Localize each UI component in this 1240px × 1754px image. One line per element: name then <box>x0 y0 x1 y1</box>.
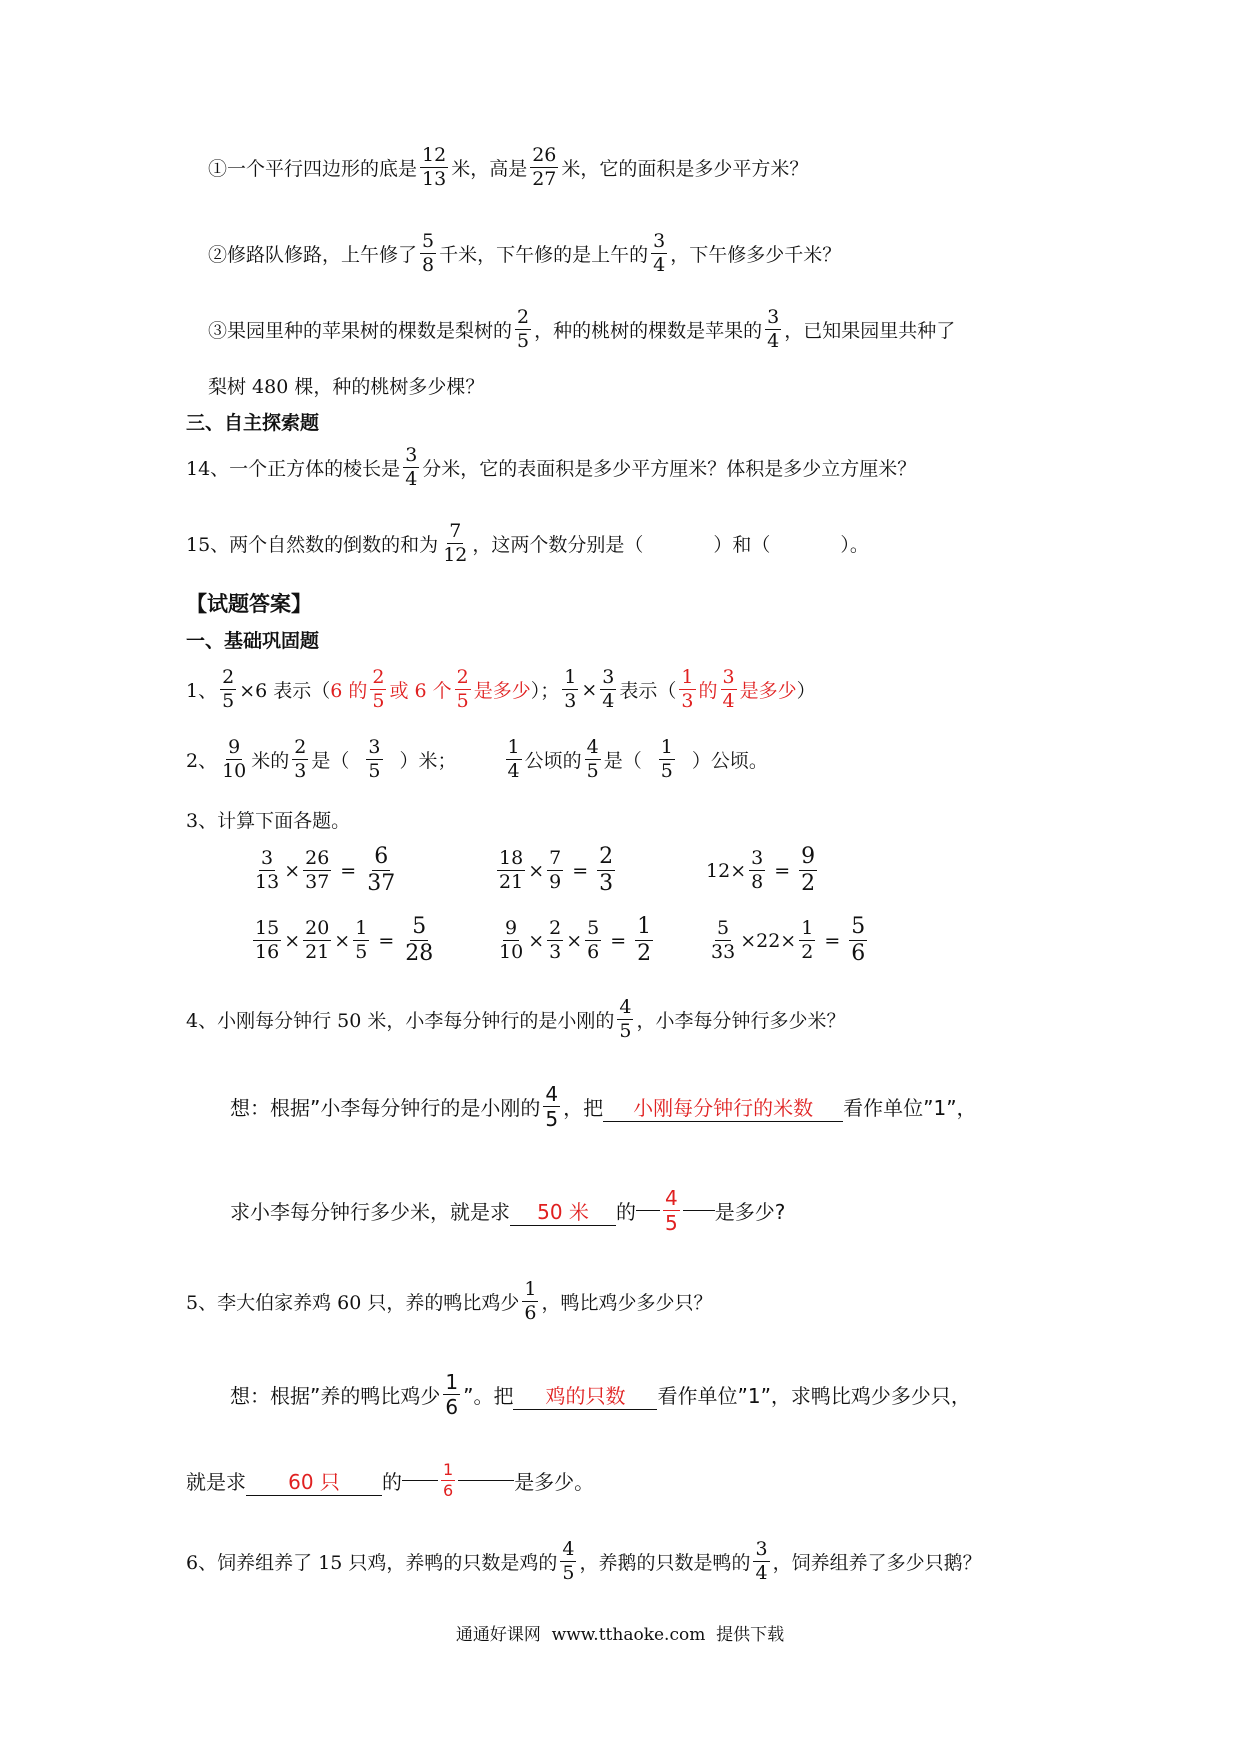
q15: 15、两个自然数的倒数的和为 $\frac{7}{12}$ ，这两个数分别是（ ）和（ ）。 <box>186 520 869 566</box>
answer-5-hint-1: 想：根据”养的鸭比鸡少 $\frac{1}{6}$ ”。把 鸡的只数 看作单位”1”，求鸭比鸡少多少只， <box>230 1370 971 1419</box>
fraction: $\frac{4}{5}$ <box>619 996 632 1042</box>
fraction: $\frac{2}{5}$ <box>517 306 530 352</box>
fraction: $\frac{1}{6}$ <box>524 1278 537 1324</box>
fraction: $\frac{3}{4}$ <box>653 230 666 276</box>
fraction: $\frac{5}{28}$ <box>405 914 434 966</box>
fraction: $\frac{3}{4}$ <box>405 444 418 490</box>
fraction: $\frac{1}{2}$ <box>801 917 814 963</box>
answer-5-question: 5、李大伯家养鸡 60 只，养的鸭比鸡少 $\frac{1}{6}$ ，鸭比鸡少多少只？ <box>186 1278 713 1324</box>
page-footer: 通通好课网 www.tthaoke.com 提供下载 <box>455 1625 785 1645</box>
fraction: $\frac{1}{6}$ <box>445 1370 459 1419</box>
answer-2: 2、 $\frac{9}{10}$ 米的 $\frac{2}{3}$ 是（ $\frac{3}{5}$ ）米； $\frac{1}{4}$ 公顷的 $\frac{4}{5}$ 是（ $\frac{1}{5}$ ）公顷。 <box>186 736 768 782</box>
fraction: $\frac{1}{6}$ <box>443 1460 454 1500</box>
q14: 14、一个正方体的棱长是 $\frac{3}{4}$ 分米，它的表面积是多少平方厘米？体积是多少立方厘米？ <box>186 444 917 490</box>
answer-6-question: 6、饲养组养了 15 只鸡，养鸭的只数是鸡的 $\frac{4}{5}$ ，养鹅的只数是鸭的 $\frac{3}{4}$ ，饲养组养了多少只鹅？ <box>186 1538 982 1584</box>
calc-2: $\frac{18}{21}$ × $\frac{7}{9}$ = $\frac{2}{3}$ <box>499 844 614 896</box>
fraction: $\frac{1}{4}$ <box>507 736 520 782</box>
fraction: $\frac{4}{5}$ <box>665 1186 678 1235</box>
fraction: $\frac{12}{13}$ <box>422 144 447 190</box>
answer-3-title: 3、计算下面各题。 <box>186 810 351 832</box>
fraction: $\frac{1}{5}$ <box>355 917 368 963</box>
fraction: $\frac{3}{4}$ <box>755 1538 768 1584</box>
fraction: $\frac{2}{5}$ <box>456 666 469 712</box>
answer-4-hint-2: 求小李每分钟行多少米，就是求 50 米 的 $\frac{4}{5}$ 是多少? <box>230 1186 786 1235</box>
fraction: $\frac{4}{5}$ <box>545 1082 559 1131</box>
fraction: $\frac{5}{33}$ <box>711 917 736 963</box>
fraction: $\frac{1}{3}$ <box>681 666 694 712</box>
fraction: $\frac{9}{10}$ <box>222 736 247 782</box>
section1-heading: 一、基础巩固题 <box>186 630 320 652</box>
fraction: $\frac{2}{5}$ <box>222 666 235 712</box>
fraction: $\frac{7}{9}$ <box>549 847 562 893</box>
q13-part3: ③果园里种的苹果树的棵数是梨树的 $\frac{2}{5}$ ，种的桃树的棵数是苹果的 $\frac{3}{4}$ ，已知果园里共种了 <box>208 306 956 352</box>
fraction: $\frac{1}{3}$ <box>564 666 577 712</box>
fraction: $\frac{5}{6}$ <box>587 917 600 963</box>
answer-blank <box>458 1480 514 1481</box>
fraction: $\frac{1}{5}$ <box>660 736 673 782</box>
fraction: $\frac{3}{4}$ <box>767 306 780 352</box>
fraction: $\frac{9}{10}$ <box>499 917 524 963</box>
fraction: $\frac{5}{8}$ <box>422 230 435 276</box>
fraction: $\frac{4}{5}$ <box>586 736 599 782</box>
q13-part1: ①一个平行四边形的底是 $\frac{12}{13}$ 米，高是 $\frac{26}{27}$ 米，它的面积是多少平方米？ <box>208 144 809 190</box>
answer-1: 1、 $\frac{2}{5}$ ×6 表示（ 6 的 $\frac{2}{5}$ 或 6 个 $\frac{2}{5}$ 是多少 ）； $\frac{1}{3}$ × $\frac{3}{4}$ 表示（ $\frac{1}{3}$ 的 $\frac{3}{4}$ 是多少 ） <box>186 666 816 712</box>
q13-part3-cont: 梨树 480 棵，种的桃树多少棵？ <box>208 376 485 398</box>
fraction: $\frac{6}{37}$ <box>367 844 396 896</box>
calc-1: $\frac{3}{13}$ × $\frac{26}{37}$ = $\frac{6}{37}$ <box>255 844 396 896</box>
answer-blank: 小刚每分钟行的米数 <box>603 1092 843 1122</box>
fraction: $\frac{2}{3}$ <box>294 736 307 782</box>
fraction: $\frac{26}{27}$ <box>532 144 557 190</box>
fraction: $\frac{20}{21}$ <box>305 917 330 963</box>
fraction: $\frac{2}{5}$ <box>372 666 385 712</box>
fraction: $\frac{3}{4}$ <box>722 666 735 712</box>
fraction: $\frac{3}{4}$ <box>602 666 615 712</box>
fraction: $\frac{18}{21}$ <box>499 847 524 893</box>
answer-4-hint-1: 想：根据”小李每分钟行的是小刚的 $\frac{4}{5}$ ，把 小刚每分钟行的米数 看作单位”1”， <box>230 1082 977 1131</box>
section3-heading: 三、自主探索题 <box>186 412 320 434</box>
answer-blank <box>683 1210 715 1211</box>
fraction: $\frac{4}{5}$ <box>562 1538 575 1584</box>
q13-part2: ②修路队修路，上午修了 $\frac{5}{8}$ 千米，下午修的是上午的 $\frac{3}{4}$ ，下午修多少千米？ <box>208 230 842 276</box>
fraction: $\frac{9}{2}$ <box>801 844 816 896</box>
fraction: $\frac{5}{6}$ <box>851 914 866 966</box>
answer-blank <box>636 1210 660 1211</box>
fraction: $\frac{3}{5}$ <box>368 736 381 782</box>
calc-3: 12 × $\frac{3}{8}$ = $\frac{9}{2}$ <box>706 844 816 896</box>
fraction: $\frac{3}{8}$ <box>751 847 764 893</box>
answers-heading: 【试题答案】 <box>186 591 312 616</box>
calc-4: $\frac{15}{16}$ × $\frac{20}{21}$ × $\frac{1}{5}$ = $\frac{5}{28}$ <box>255 914 434 966</box>
fraction: $\frac{1}{2}$ <box>637 914 652 966</box>
answer-blank: 50 米 <box>510 1196 616 1226</box>
fraction: $\frac{26}{37}$ <box>305 847 330 893</box>
answer-4-question: 4、小刚每分钟行 50 米，小李每分钟行的是小刚的 $\frac{4}{5}$ ，小李每分钟行多少米？ <box>186 996 846 1042</box>
fraction: $\frac{15}{16}$ <box>255 917 280 963</box>
answer-blank: 鸡的只数 <box>513 1380 657 1410</box>
answer-5-hint-2: 就是求 60 只 的 $\frac{1}{6}$ 是多少。 <box>186 1460 595 1500</box>
answer-blank <box>402 1480 438 1481</box>
fraction: $\frac{2}{3}$ <box>599 844 614 896</box>
calc-5: $\frac{9}{10}$ × $\frac{2}{3}$ × $\frac{5}{6}$ = $\frac{1}{2}$ <box>499 914 652 966</box>
fraction: $\frac{7}{12}$ <box>443 520 468 566</box>
calc-6: $\frac{5}{33}$ × 22 × $\frac{1}{2}$ = $\frac{5}{6}$ <box>711 914 866 966</box>
answer-blank: 60 只 <box>246 1466 382 1496</box>
fraction: $\frac{3}{13}$ <box>255 847 280 893</box>
fraction: $\frac{2}{3}$ <box>549 917 562 963</box>
